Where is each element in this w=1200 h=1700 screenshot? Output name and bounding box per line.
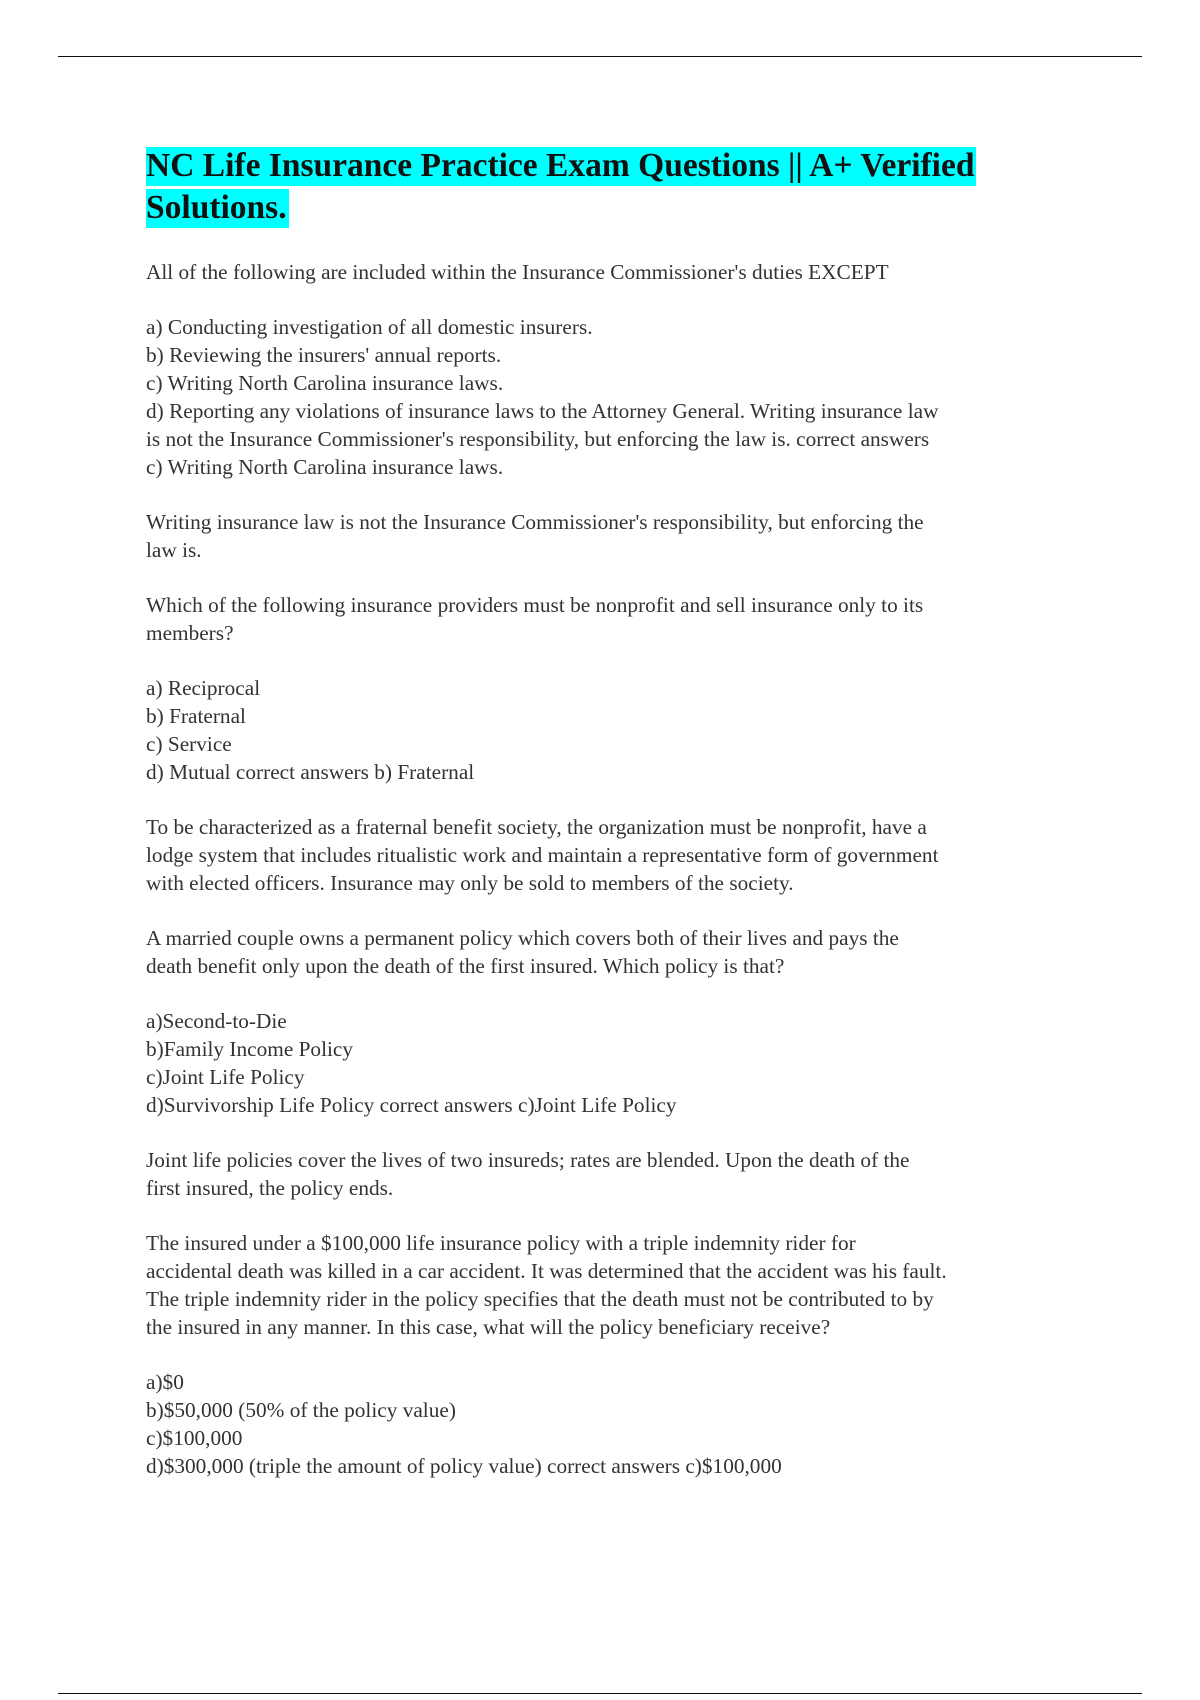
option-line: d)Survivorship Life Policy correct answers c)Joint Life Policy: [146, 1093, 677, 1117]
text-line: All of the following are included within the Insurance Commissioner's duties EXCEPT: [146, 260, 889, 284]
option-line: d) Reporting any violations of insurance laws to the Attorney General. Writing insurance law: [146, 399, 939, 423]
answer-options: [146, 313, 1066, 481]
question: [146, 1229, 1066, 1341]
option-line: c) Writing North Carolina insurance laws.: [146, 371, 504, 395]
text-line: lodge system that includes ritualistic work and maintain a representative form of government: [146, 843, 939, 867]
question: [146, 591, 1066, 647]
text-line: accidental death was killed in a car accident. It was determined that the accident was his fault.: [146, 1259, 947, 1283]
explanation: [146, 508, 1066, 564]
answer-options: [146, 674, 1066, 786]
text-line: with elected officers. Insurance may only be sold to members of the society.: [146, 871, 794, 895]
answer-options: [146, 1007, 1066, 1119]
option-line: d) Mutual correct answers b) Fraternal: [146, 760, 475, 784]
top-rule: [58, 56, 1142, 57]
title-line: Solutions.: [146, 189, 287, 226]
text-line: law is.: [146, 538, 202, 562]
option-line: b)$50,000 (50% of the policy value): [146, 1398, 456, 1422]
option-line: b)Family Income Policy: [146, 1037, 354, 1061]
option-line: d)$300,000 (triple the amount of policy value) correct answers c)$100,000: [146, 1454, 782, 1478]
text-line: Which of the following insurance providers must be nonprofit and sell insurance only to its: [146, 593, 924, 617]
option-line: is not the Insurance Commissioner's responsibility, but enforcing the law is. correct answers: [146, 427, 930, 451]
option-line: c) Writing North Carolina insurance laws.: [146, 455, 504, 479]
bottom-rule: [58, 1693, 1142, 1694]
title-highlight: [146, 147, 976, 228]
text-line: the insured in any manner. In this case, what will the policy beneficiary receive?: [146, 1315, 831, 1339]
option-line: a) Conducting investigation of all domestic insurers.: [146, 315, 593, 339]
option-line: a) Reciprocal: [146, 676, 261, 700]
explanation: [146, 1146, 1066, 1202]
answer-options: [146, 1368, 1066, 1480]
option-line: c) Service: [146, 732, 232, 756]
option-line: b) Reviewing the insurers' annual reports.: [146, 343, 502, 367]
text-line: first insured, the policy ends.: [146, 1176, 394, 1200]
document-body: [146, 145, 1066, 1507]
title-line: NC Life Insurance Practice Exam Questions || A+ Verified: [146, 147, 975, 184]
question: [146, 924, 1066, 980]
text-line: Writing insurance law is not the Insurance Commissioner's responsibility, but enforcing the: [146, 510, 924, 534]
text-line: The triple indemnity rider in the policy specifies that the death must not be contributed to by: [146, 1287, 934, 1311]
text-line: death benefit only upon the death of the first insured. Which policy is that?: [146, 954, 785, 978]
option-line: a)$0: [146, 1370, 184, 1394]
option-line: a)Second-to-Die: [146, 1009, 287, 1033]
text-line: To be characterized as a fraternal benefit society, the organization must be nonprofit, have a: [146, 815, 927, 839]
text-line: A married couple owns a permanent policy which covers both of their lives and pays the: [146, 926, 899, 950]
option-line: c)$100,000: [146, 1426, 243, 1450]
question-intro: [146, 258, 1066, 286]
explanation: [146, 813, 1066, 897]
option-line: c)Joint Life Policy: [146, 1065, 305, 1089]
text-line: Joint life policies cover the lives of two insureds; rates are blended. Upon the death of the: [146, 1148, 910, 1172]
option-line: b) Fraternal: [146, 704, 246, 728]
text-line: members?: [146, 621, 234, 645]
text-line: The insured under a $100,000 life insurance policy with a triple indemnity rider for: [146, 1231, 856, 1255]
document-title: [146, 145, 1066, 229]
